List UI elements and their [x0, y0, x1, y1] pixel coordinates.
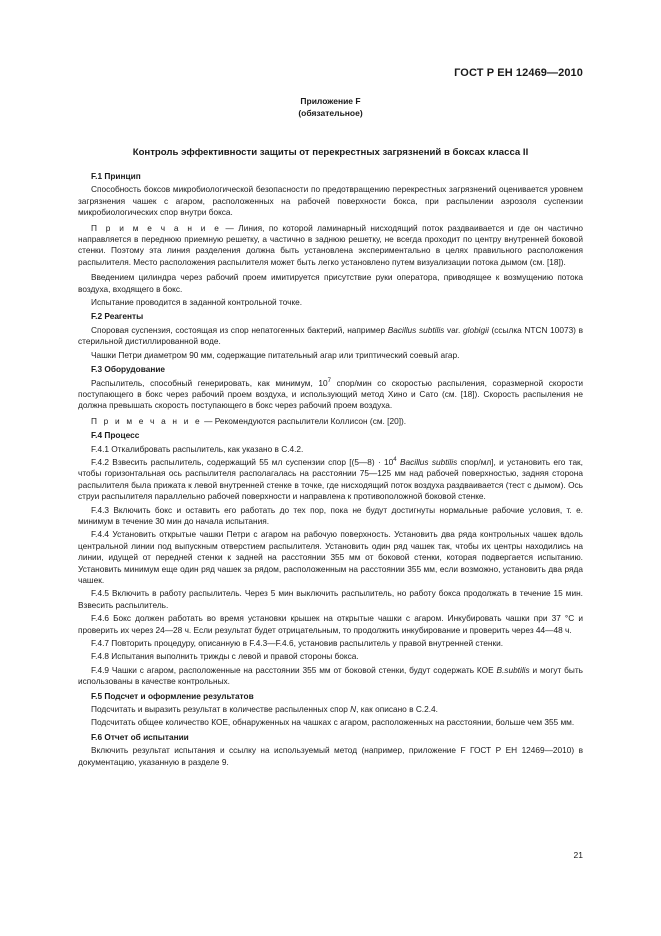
- note: [78, 416, 583, 427]
- text-run: (ссылка NTCN 10073) в стерильной дистиллированной воде.: [78, 324, 584, 347]
- main-title: Контроль эффективности защиты от перекрестных загрязнений в боксах класса II: [132, 147, 529, 158]
- text-run: спор/мин со скоростью распыления, соразмерной скорости поступающего в бокс через рабочий проем воздуха, и использующий метод Хино и Сато (см. [18]). Скорость распыления не должна превышать скорость поступающего в бокс через рабочий проем воздуха.: [78, 377, 584, 411]
- list-item: [78, 457, 583, 503]
- paragraph: Испытание проводится в заданной контрольной точке.: [91, 297, 303, 308]
- paragraph: Включить результат испытания и ссылку на используемый метод (например, приложение F ГОСТ Р ЕН 12469—2010) в документацию, указанную в разделе 9.: [78, 745, 583, 767]
- text-run: и могут быть использованы в качестве контрольных.: [78, 664, 583, 687]
- paragraph: Способность боксов микробиологической безопасности по предотвращению перекрестных загрязнений оценивается уровнем загрязнения чашек с агаром, расположенных на рабочей поверхности бокса, при распылении аэрозоля суспензии микробиологических спор внутри бокса.: [78, 184, 583, 218]
- note-text: — Линия, по которой ламинарный нисходящий поток раздваивается и где он частично направляется в переднюю приемную решетку, а частично в заднюю решетку, не всегда проходит по центру внутренней боковой стенки. Поэтому эта линия разделения должна быть установлена экспериментально в целях правильного расположения распылителя. Место расположения распылителя может быть легко установлено путем визуализации потока дымом (см. [18]).: [78, 222, 583, 267]
- text-run: F.4.9 Чашки с агаром, расположенные на расстоянии 355 мм от боковой стенки, будут содержать КОЕ: [91, 664, 497, 675]
- paragraph: Подсчитать общее количество КОЕ, обнаруженных на чашках с агаром, расположенных на расстоянии, больше чем 355 мм.: [91, 717, 575, 728]
- superscript: 4: [393, 457, 397, 464]
- list-item: F.4.1 Откалибровать распылитель, как указано в С.4.2.: [91, 443, 304, 454]
- text-run: спор/мл], и установить его так, чтобы горизонтальная ось распылителя располагалась на расстоянии 75—125 мм над рабочей поверхностью, задняя сторона распылителя была прижата к левой внутренней стенке в точке, где нисходящий поток воздуха раздваивается (тест с дымом). Ось струи распылителя параллельно рабочей поверхности и направлена к противоположной боковой стенке.: [78, 456, 583, 502]
- superscript: 7: [327, 377, 331, 384]
- note: [78, 223, 583, 269]
- section-heading-f5: F.5 Подсчет и оформление результатов: [91, 690, 254, 701]
- text-run: F.4.2 Взвесить распылитель, содержащий 55 мл суспензии спор [(5—8) · 10: [91, 456, 394, 467]
- appendix-status: (обязательное): [298, 108, 363, 118]
- section-heading-f3: F.3 Оборудование: [91, 364, 166, 375]
- paragraph: [78, 704, 583, 715]
- paragraph: Введением цилиндра через рабочий проем имитируется присутствие руки оператора, приводящее к возмущению потока воздуха, входящего в бокс.: [78, 272, 583, 294]
- species-name: B.subtilis: [496, 664, 530, 675]
- section-heading-f6: F.6 Отчет об испытании: [91, 731, 189, 742]
- variable-n: N: [350, 704, 357, 715]
- list-item: F.4.7 Повторить процедуру, описанную в F.4.3—F.4.6, установив распылитель у правой внутренней стенки.: [91, 638, 504, 649]
- document-header: ГОСТ Р ЕН 12469—2010: [454, 67, 583, 79]
- page-number: 21: [573, 850, 583, 860]
- note-text: — Рекомендуются распылители Коллисон (см. [20]).: [201, 415, 407, 426]
- text-run: Распылитель, способный генерировать, как минимум, 10: [91, 377, 328, 388]
- species-name: Bacillus subtilis: [396, 456, 458, 467]
- list-item: [78, 665, 583, 688]
- text-run: Подсчитать и выразить результат в количестве распыленных спор: [91, 704, 351, 715]
- section-heading-f1: F.1 Принцип: [91, 171, 141, 181]
- appendix-title: Приложение F: [300, 96, 361, 106]
- list-item: F.4.6 Бокс должен работать во время установки крышек на открытые чашки с агаром. Инкубировать чашки при 37 °С и проверить их через 24—28 ч. Если результат будет отрицательным, то продолжить инкубирование и проверить через 44—48 ч.: [78, 613, 583, 635]
- text-run: Споровая суспензия, состоящая из спор непатогенных бактерий, например: [91, 324, 388, 335]
- list-item: F.4.8 Испытания выполнить трижды с левой и правой стороны бокса.: [91, 651, 359, 662]
- note-label: П р и м е ч а н и е: [91, 222, 222, 233]
- paragraph: Чашки Петри диаметром 90 мм, содержащие питательный агар или триптический соевый агар.: [91, 349, 460, 360]
- list-item: F.4.4 Установить открытые чашки Петри с агаром на рабочую поверхность. Установить два ряда контрольных чашек вдоль центральной линии под выпускным отверстием распылителя. Установить один ряд чашек так, чтобы их центры находились на линии, идущей от передней стенки к задней на расстоянии 355 мм от боковой стенки, которая подвергается испытанию. Установить минимум еще один ряд чашек за рядом, расположенным на расстоянии 355 мм, если возможно, установить два ряда чашек.: [78, 529, 583, 585]
- section-heading-f2: F.2 Реагенты: [91, 311, 144, 322]
- section-heading-f4: F.4 Процесс: [91, 430, 140, 441]
- content: [78, 168, 583, 770]
- species-name: globigii: [463, 324, 489, 335]
- text-run: var.: [444, 324, 463, 335]
- species-name: Bacillus subtilis: [387, 324, 445, 335]
- paragraph: [78, 325, 583, 348]
- list-item: F.4.5 Включить в работу распылитель. Через 5 мин выключить распылитель, но работу бокса продолжать в течение 15 мин. Взвесить распылитель.: [78, 588, 583, 610]
- note-label: П р и м е ч а н и е: [91, 415, 202, 426]
- text-run: , как описано в С.2.4.: [356, 704, 438, 715]
- list-item: F.4.3 Включить бокс и оставить его работать до тех пор, пока не будут достигнуты нормальные рабочие условия, т. е. минимум в течение 30 мин до начала испытания.: [78, 504, 583, 526]
- paragraph: [78, 378, 583, 412]
